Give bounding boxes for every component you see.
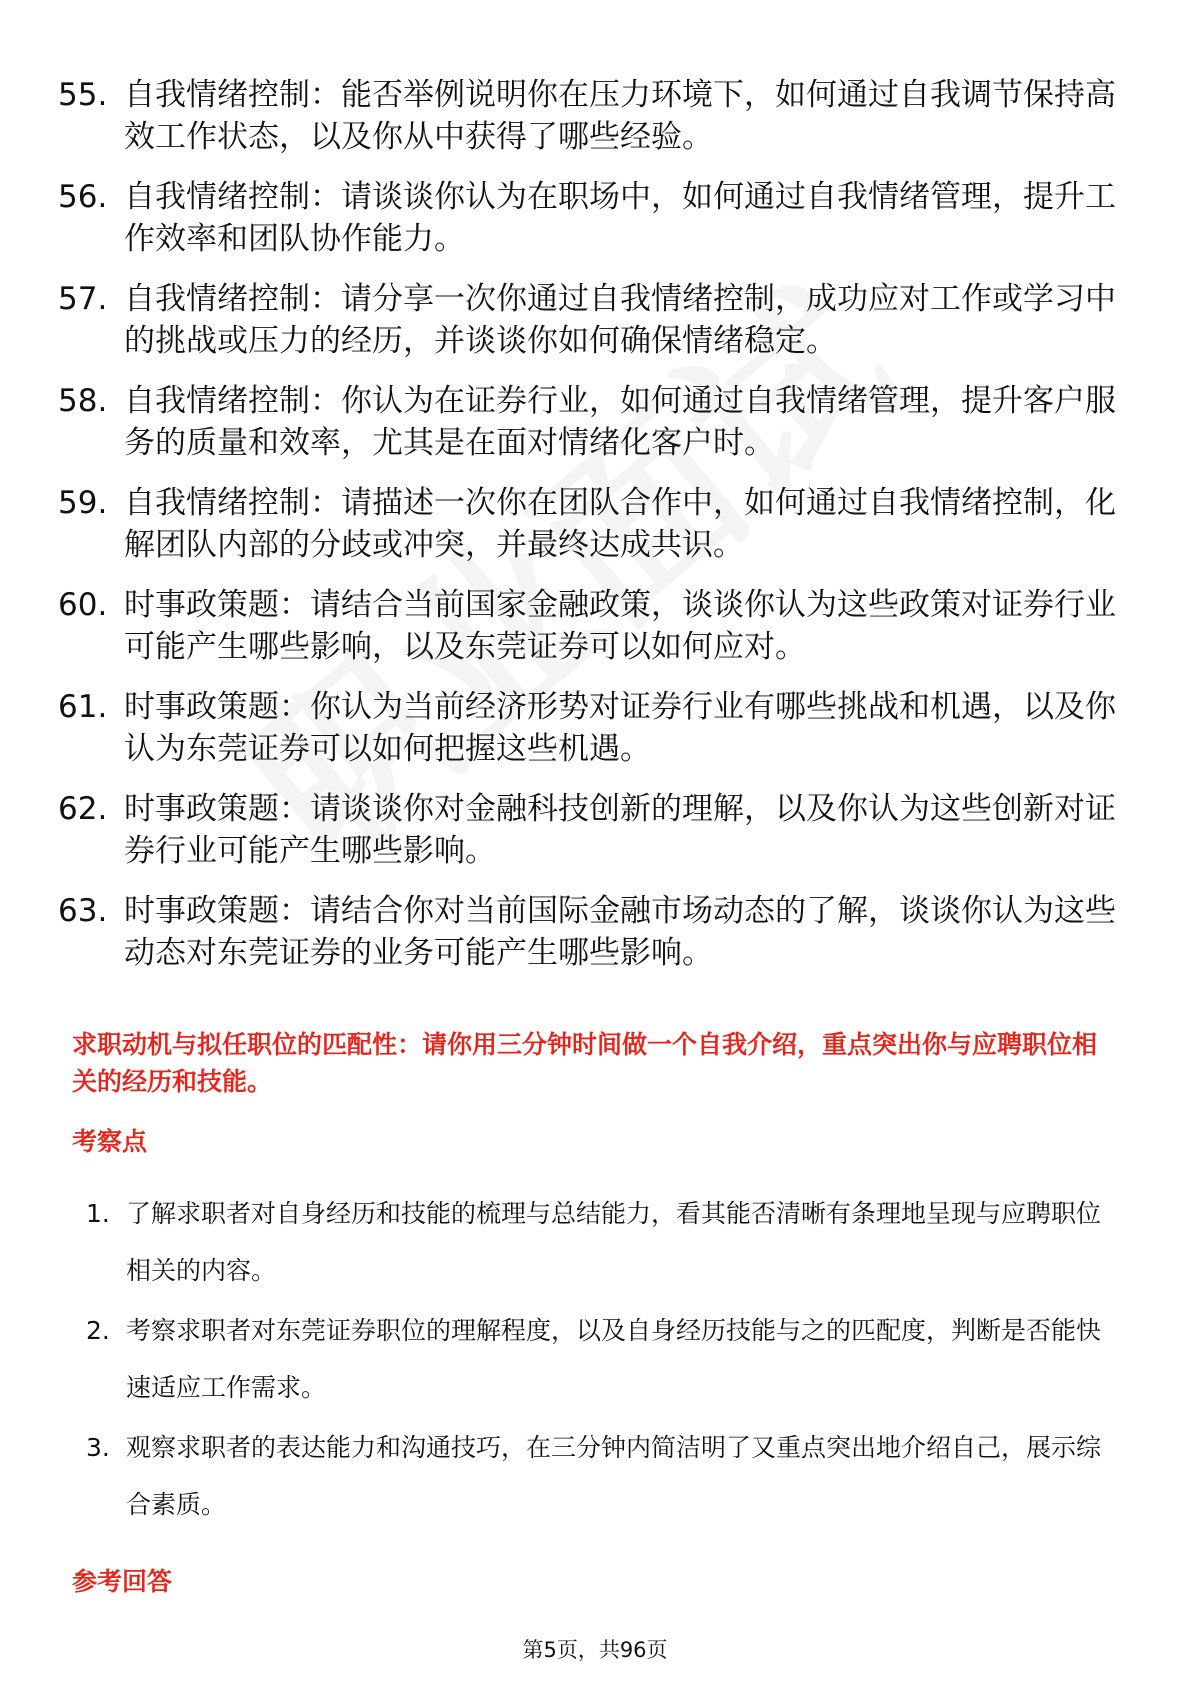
question-number: 55. — [58, 77, 108, 113]
question-text: 自我情绪控制：请分享一次你通过自我情绪控制，成功应对工作或学习中的挑战或压力的经历，并谈谈你如何确保情绪稳定。 — [124, 281, 1116, 359]
question-number: 62. — [58, 791, 108, 827]
question-number: 60. — [58, 587, 108, 623]
question-number: 61. — [58, 689, 108, 725]
examine-points-list — [86, 1185, 1116, 1536]
question-text: 自我情绪控制：请描述一次你在团队合作中，如何通过自我情绪控制，化解团队内部的分歧或冲突，并最终达成共识。 — [124, 485, 1116, 563]
question-number: 58. — [58, 383, 108, 419]
question-text: 自我情绪控制：能否举例说明你在压力环境下，如何通过自我调节保持高效工作状态，以及你从中获得了哪些经验。 — [124, 77, 1116, 155]
question-item — [58, 584, 1118, 668]
question-item — [58, 890, 1118, 974]
reference-answer-label: 参考回答 — [72, 1567, 173, 1596]
question-text: 时事政策题：请结合当前国家金融政策，谈谈你认为这些政策对证券行业可能产生哪些影响，以及东莞证券可以如何应对。 — [124, 587, 1116, 665]
question-text: 时事政策题：你认为当前经济形势对证券行业有哪些挑战和机遇，以及你认为东莞证券可以如何把握这些机遇。 — [124, 689, 1116, 767]
question-item — [58, 176, 1118, 260]
section-heading: 求职动机与拟任职位的匹配性：请你用三分钟时间做一个自我介绍，重点突出你与应聘职位相关的经历和技能。 — [72, 1030, 1098, 1096]
point-text: 观察求职者的表达能力和沟通技巧，在三分钟内简洁明了又重点突出地介绍自己，展示综合素质。 — [126, 1433, 1102, 1519]
page-footer: 第5页，共96页 — [522, 1638, 668, 1662]
point-text: 考察求职者对东莞证券职位的理解程度，以及自身经历技能与之的匹配度，判断是否能快速适应工作需求。 — [126, 1316, 1102, 1402]
examine-point — [86, 1185, 1116, 1299]
point-number: 2. — [86, 1316, 110, 1345]
question-number: 56. — [58, 179, 108, 215]
question-number: 63. — [58, 893, 108, 929]
question-text: 时事政策题：请结合你对当前国际金融市场动态的了解，谈谈你认为这些动态对东莞证券的业务可能产生哪些影响。 — [124, 893, 1116, 971]
question-list — [58, 74, 1118, 992]
examine-points-label: 考察点 — [72, 1127, 148, 1156]
question-item — [58, 380, 1118, 464]
question-item — [58, 74, 1118, 158]
point-number: 1. — [86, 1199, 110, 1228]
question-item — [58, 482, 1118, 566]
examine-point — [86, 1419, 1116, 1533]
question-text: 自我情绪控制：你认为在证券行业，如何通过自我情绪管理，提升客户服务的质量和效率，尤其是在面对情绪化客户时。 — [124, 383, 1116, 461]
question-number: 57. — [58, 281, 108, 317]
question-item — [58, 278, 1118, 362]
question-number: 59. — [58, 485, 108, 521]
point-number: 3. — [86, 1433, 110, 1462]
point-text: 了解求职者对自身经历和技能的梳理与总结能力，看其能否清晰有条理地呈现与应聘职位相关的内容。 — [126, 1199, 1102, 1285]
question-item — [58, 788, 1118, 872]
question-text: 时事政策题：请谈谈你对金融科技创新的理解，以及你认为这些创新对证券行业可能产生哪些影响。 — [124, 791, 1116, 869]
question-item — [58, 686, 1118, 770]
examine-point — [86, 1302, 1116, 1416]
question-text: 自我情绪控制：请谈谈你认为在职场中，如何通过自我情绪管理，提升工作效率和团队协作能力。 — [124, 179, 1116, 257]
